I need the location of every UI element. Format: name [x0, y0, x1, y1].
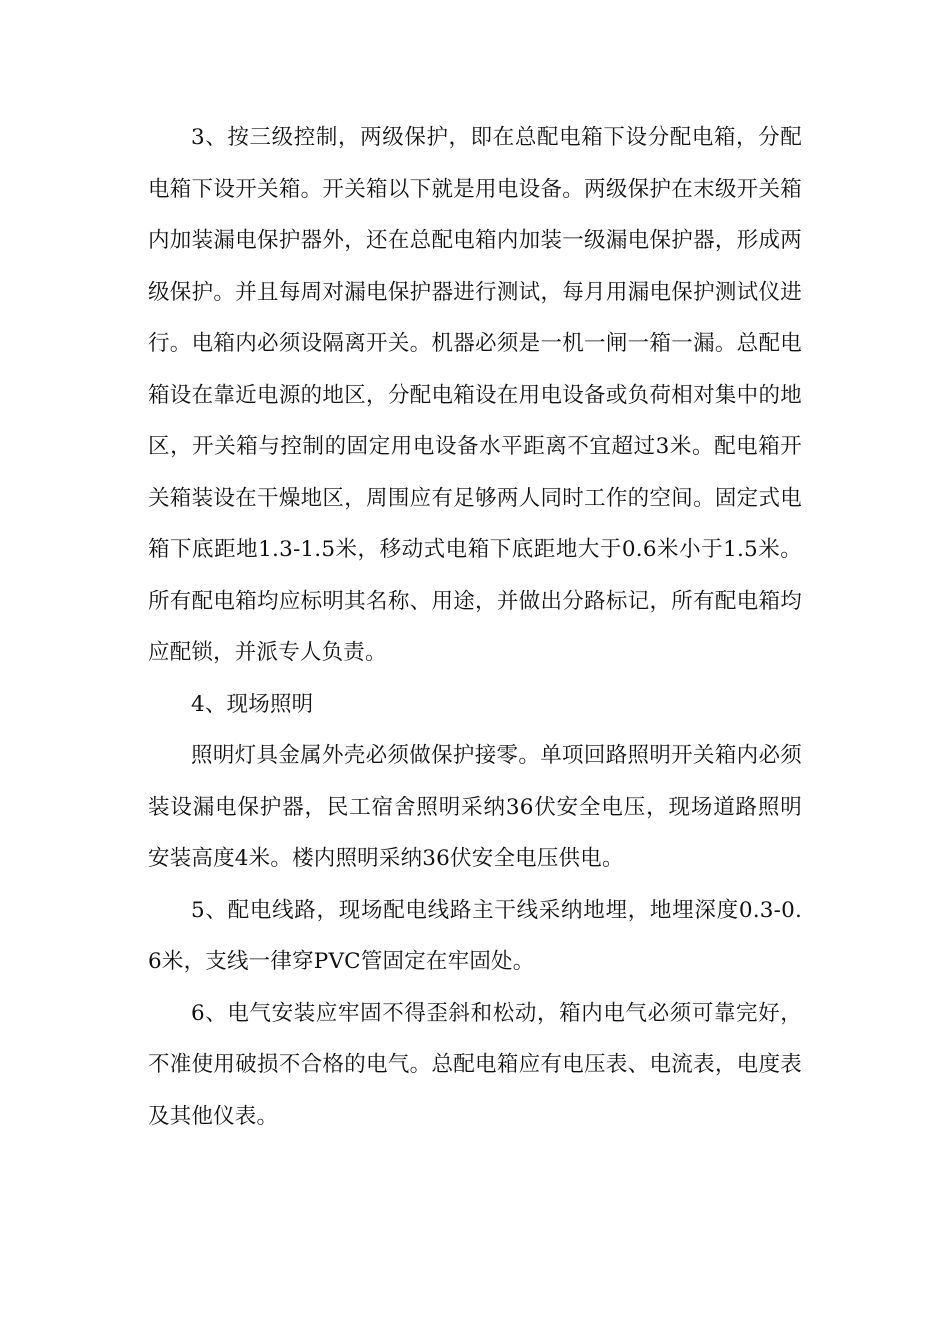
paragraph-distribution-lines: 5、配电线路，现场配电线路主干线采纳地埋，地埋深度0.3-0.6米，支线一律穿PVC管固定在牢固处。 [148, 897, 802, 974]
paragraph-distribution-box-control: 3、按三级控制，两级保护，即在总配电箱下设分配电箱，分配电箱下设开关箱。开关箱以下就是用电设备。两级保护在末级开关箱内加装漏电保护器外，还在总配电箱内加装一级漏电保护器，形成两级保护。并且每周对漏电保护器进行测试，每月用漏电保护测试仪进行。电箱内必须设隔离开关。机器必须是一机一闸一箱一漏。总配电箱设在靠近电源的地区，分配电箱设在用电设备或负荷相对集中的地区，开关箱与控制的固定用电设备水平距离不宜超过3米。配电箱开关箱装设在干燥地区，周围应有足够两人同时工作的空间。固定式电箱下底距地1.3-1.5米，移动式电箱下底距地大于0.6米小于1.5米。所有配电箱均应标明其名称、用途，并做出分路标记，所有配电箱均应配锁，并派专人负责。 [148, 125, 802, 665]
document-body [148, 112, 802, 1142]
paragraph-electrical-installation: 6、电气安装应牢固不得歪斜和松动，箱内电气必须可靠完好，不准使用破损不合格的电气。总配电箱应有电压表、电流表，电度表及其他仪表。 [148, 1000, 802, 1129]
paragraph-site-lighting-heading: 4、现场照明 [191, 691, 314, 717]
paragraph-lighting-requirements: 照明灯具金属外壳必须做保护接零。单项回路照明开关箱内必须装设漏电保护器，民工宿舍照明采纳36伏安全电压，现场道路照明安装高度4米。楼内照明采纳36伏安全电压供电。 [148, 743, 802, 871]
